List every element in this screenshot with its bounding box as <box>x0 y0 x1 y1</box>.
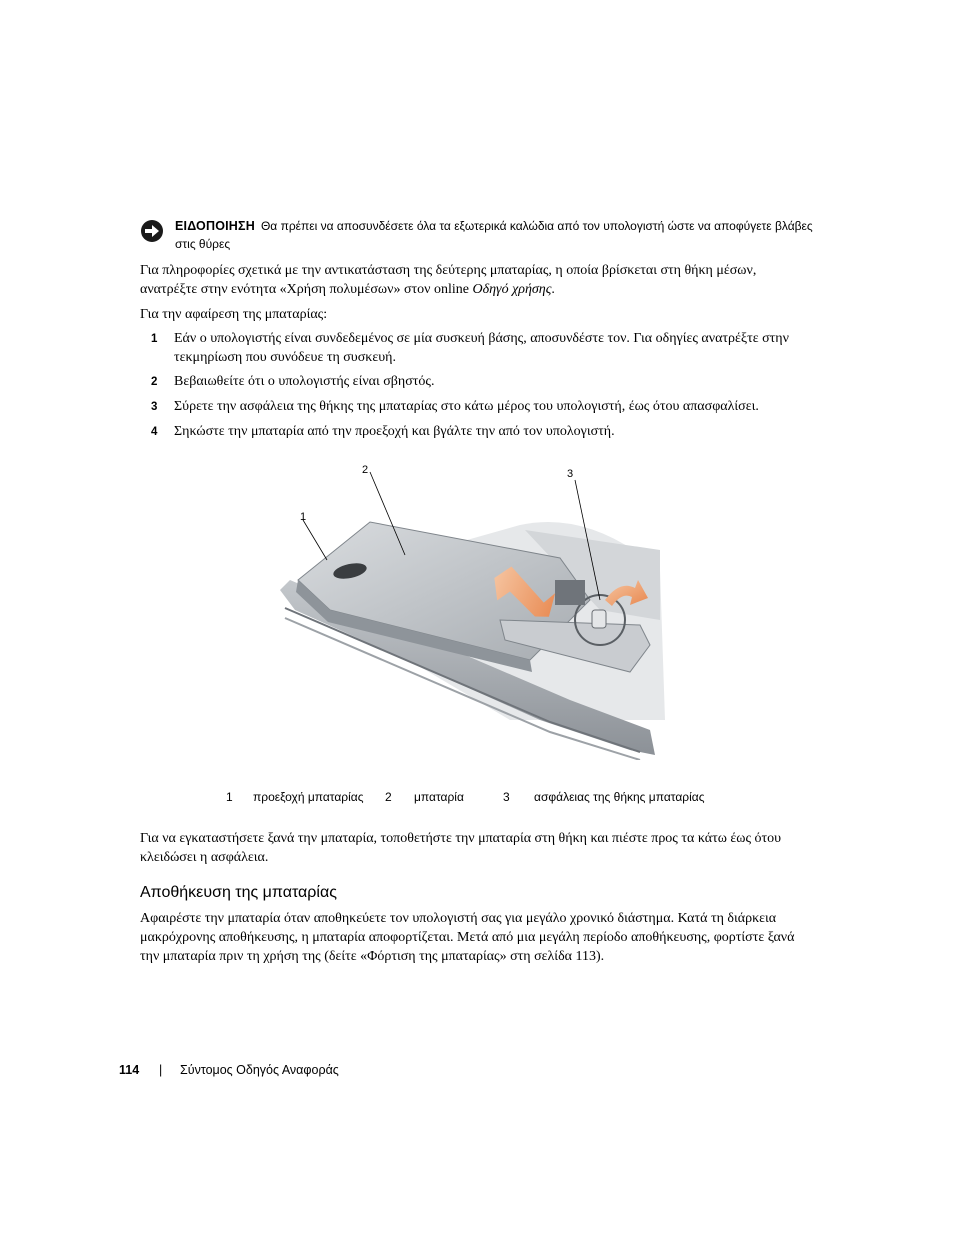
step-text: Εάν ο υπολογιστής είναι συνδεδεμένος σε μία συσκευή βάσης, αποσυνδέστε τον. Για οδηγίες ανατρέξτε στην τεκμηρίωση που συνόδευε τη συσκευή. <box>174 331 789 365</box>
step-text: Σηκώστε την μπαταρία από την προεξοχή και βγάλτε την από τον υπολογιστή. <box>174 424 615 439</box>
battery-removal-illustration <box>270 460 670 760</box>
callout-3: 3 <box>567 468 574 480</box>
step-item <box>140 329 810 367</box>
footer-separator: | <box>159 1063 163 1077</box>
step-item <box>140 372 810 391</box>
step-item <box>140 422 810 441</box>
intro-italic: Οδηγό χρήσης <box>472 282 552 297</box>
intro-paragraph <box>140 261 810 299</box>
intro-end: . <box>551 282 555 297</box>
step-text: Βεβαιωθείτε ότι ο υπολογιστής είναι σβηστός. <box>174 374 435 389</box>
step-number: 1 <box>151 333 158 345</box>
notice-box <box>140 217 820 253</box>
storage-paragraph: Αφαιρέστε την μπαταρία όταν αποθηκεύετε τον υπολογιστή σας για μεγάλο χρονικό διάστημα. Κατά τη διάρκεια μακρόχρονης αποθήκευσης, η μπαταρία αποφορτίζεται. Μετά από μια μεγάλη περίοδο αποθήκευσης, φορτίστε ξανά την μπαταρία πριν τη χρήση της (δείτε «Φόρτιση της μπαταρίας» στη σελίδα 113). <box>140 911 795 964</box>
caption-label: προεξοχή μπαταρίας <box>253 790 364 804</box>
step-number: 3 <box>151 401 158 413</box>
step-item <box>140 397 810 416</box>
caption-label: ασφάλειας της θήκης μπαταρίας <box>534 790 705 804</box>
caption-number: 3 <box>503 790 510 804</box>
notice-arrow-icon <box>140 219 164 243</box>
laptop-illustration <box>270 460 670 760</box>
step-number: 4 <box>151 426 158 438</box>
notice-body: Θα πρέπει να αποσυνδέσετε όλα τα εξωτερικά καλώδια από τον υπολογιστή ώστε να αποφύγετε βλάβες στις θύρες <box>175 219 813 251</box>
step-text: Σύρετε την ασφάλεια της θήκης της μπαταρίας στο κάτω μέρος του υπολογιστή, έως ότου απασφαλίσει. <box>174 399 759 414</box>
intro-text: Για πληροφορίες σχετικά με την αντικατάσταση της δεύτερης μπαταρίας, η οποία βρίσκεται στη θήκη μέσων, ανατρέξτε στην ενότητα «Χρήση πολυμέσων» στον online <box>140 263 757 297</box>
callout-2: 2 <box>362 464 369 476</box>
caption-label: μπαταρία <box>414 790 464 804</box>
page-number: 114 <box>119 1063 140 1077</box>
reinstall-paragraph: Για να εγκαταστήσετε ξανά την μπαταρία, τοποθετήστε την μπαταρία στη θήκη και πιέστε προς τα κάτω έως ότου κλειδώσει η ασφάλεια. <box>140 831 782 865</box>
caption-number: 1 <box>226 790 233 804</box>
notice-text <box>175 217 820 253</box>
removal-intro: Για την αφαίρεση της μπαταρίας: <box>140 307 328 322</box>
notice-label: ΕΙΔΟΠΟΙΗΣΗ <box>175 219 255 233</box>
step-number: 2 <box>151 376 158 388</box>
callout-1: 1 <box>300 511 307 523</box>
section-heading: Αποθήκευση της μπαταρίας <box>140 884 337 901</box>
footer-title: Σύντομος Οδηγός Αναφοράς <box>180 1063 339 1077</box>
caption-number: 2 <box>385 790 392 804</box>
